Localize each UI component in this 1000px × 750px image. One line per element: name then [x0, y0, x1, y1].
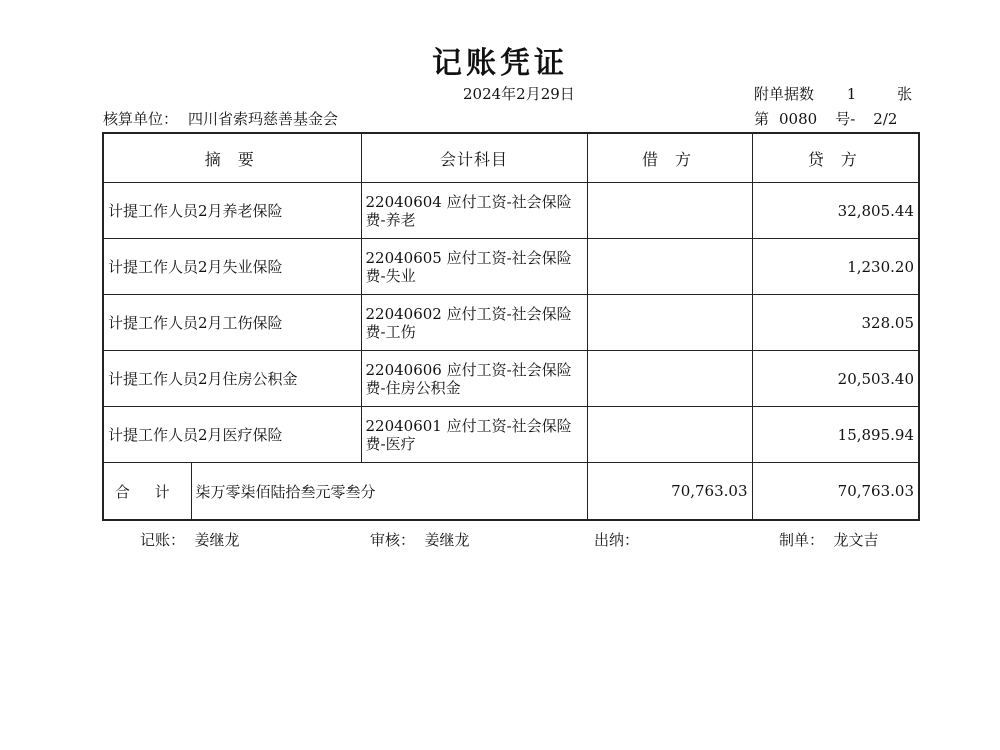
row-subject: 22040602 应付工资-社会保险费-工伤: [361, 295, 587, 351]
row-summary: 计提工作人员2月医疗保险: [103, 407, 361, 463]
row-summary: 计提工作人员2月工伤保险: [103, 295, 361, 351]
voucher-number: [754, 108, 897, 129]
voucher-mid: 号-: [835, 110, 856, 128]
row-credit: 1,230.20: [752, 239, 919, 295]
voucher-title: 记账凭证: [432, 46, 568, 81]
attachment-count: [754, 83, 912, 104]
header-subject: 会计科目: [361, 133, 587, 183]
accounting-unit-label: 核算单位：: [103, 110, 179, 128]
row-subject: 22040606 应付工资-社会保险费-住房公积金: [361, 351, 587, 407]
row-summary: 计提工作人员2月住房公积金: [103, 351, 361, 407]
preparer-signature: 制单： 龙文吉: [779, 531, 879, 549]
row-subject: 22040604 应付工资-社会保险费-养老: [361, 183, 587, 239]
table-row: [103, 407, 919, 463]
voucher-date: 2024年2月29日: [463, 85, 575, 103]
row-debit: [587, 239, 752, 295]
row-subject: 22040601 应付工资-社会保险费-医疗: [361, 407, 587, 463]
accounting-unit-value: 四川省索玛慈善基金会: [188, 110, 339, 128]
table-row: [103, 351, 919, 407]
table-row: [103, 183, 919, 239]
voucher-no: 0080: [779, 110, 818, 128]
row-credit: 328.05: [752, 295, 919, 351]
header-credit: 贷 方: [752, 133, 919, 183]
voucher-table: [102, 132, 920, 521]
voucher-page-no: 2/2: [873, 110, 898, 128]
table-header-row: [103, 133, 919, 183]
cashier-signature: 出纳：: [594, 531, 640, 549]
voucher-prefix: 第: [754, 110, 770, 128]
total-amount-words: 柒万零柒佰陆拾叁元零叁分: [191, 463, 587, 521]
row-debit: [587, 351, 752, 407]
row-credit: 20,503.40: [752, 351, 919, 407]
row-summary: 计提工作人员2月养老保险: [103, 183, 361, 239]
reviewer-signature: 审核： 姜继龙: [370, 531, 470, 549]
row-credit: 32,805.44: [752, 183, 919, 239]
attachment-number: 1: [846, 85, 857, 103]
row-debit: [587, 295, 752, 351]
table-row: [103, 239, 919, 295]
header-debit: 借 方: [587, 133, 752, 183]
header-summary: 摘 要: [103, 133, 361, 183]
attachment-label: 附单据数: [754, 85, 815, 103]
accounting-unit: [103, 108, 338, 129]
row-debit: [587, 407, 752, 463]
table-row: [103, 295, 919, 351]
row-summary: 计提工作人员2月失业保险: [103, 239, 361, 295]
bookkeeper-signature: 记账： 姜继龙: [140, 531, 240, 549]
row-debit: [587, 183, 752, 239]
total-credit: 70,763.03: [752, 463, 919, 521]
row-subject: 22040605 应付工资-社会保险费-失业: [361, 239, 587, 295]
total-row: [103, 463, 919, 521]
total-label: 合 计: [103, 463, 191, 521]
attachment-unit: 张: [897, 85, 913, 103]
total-debit: 70,763.03: [587, 463, 752, 521]
row-credit: 15,895.94: [752, 407, 919, 463]
